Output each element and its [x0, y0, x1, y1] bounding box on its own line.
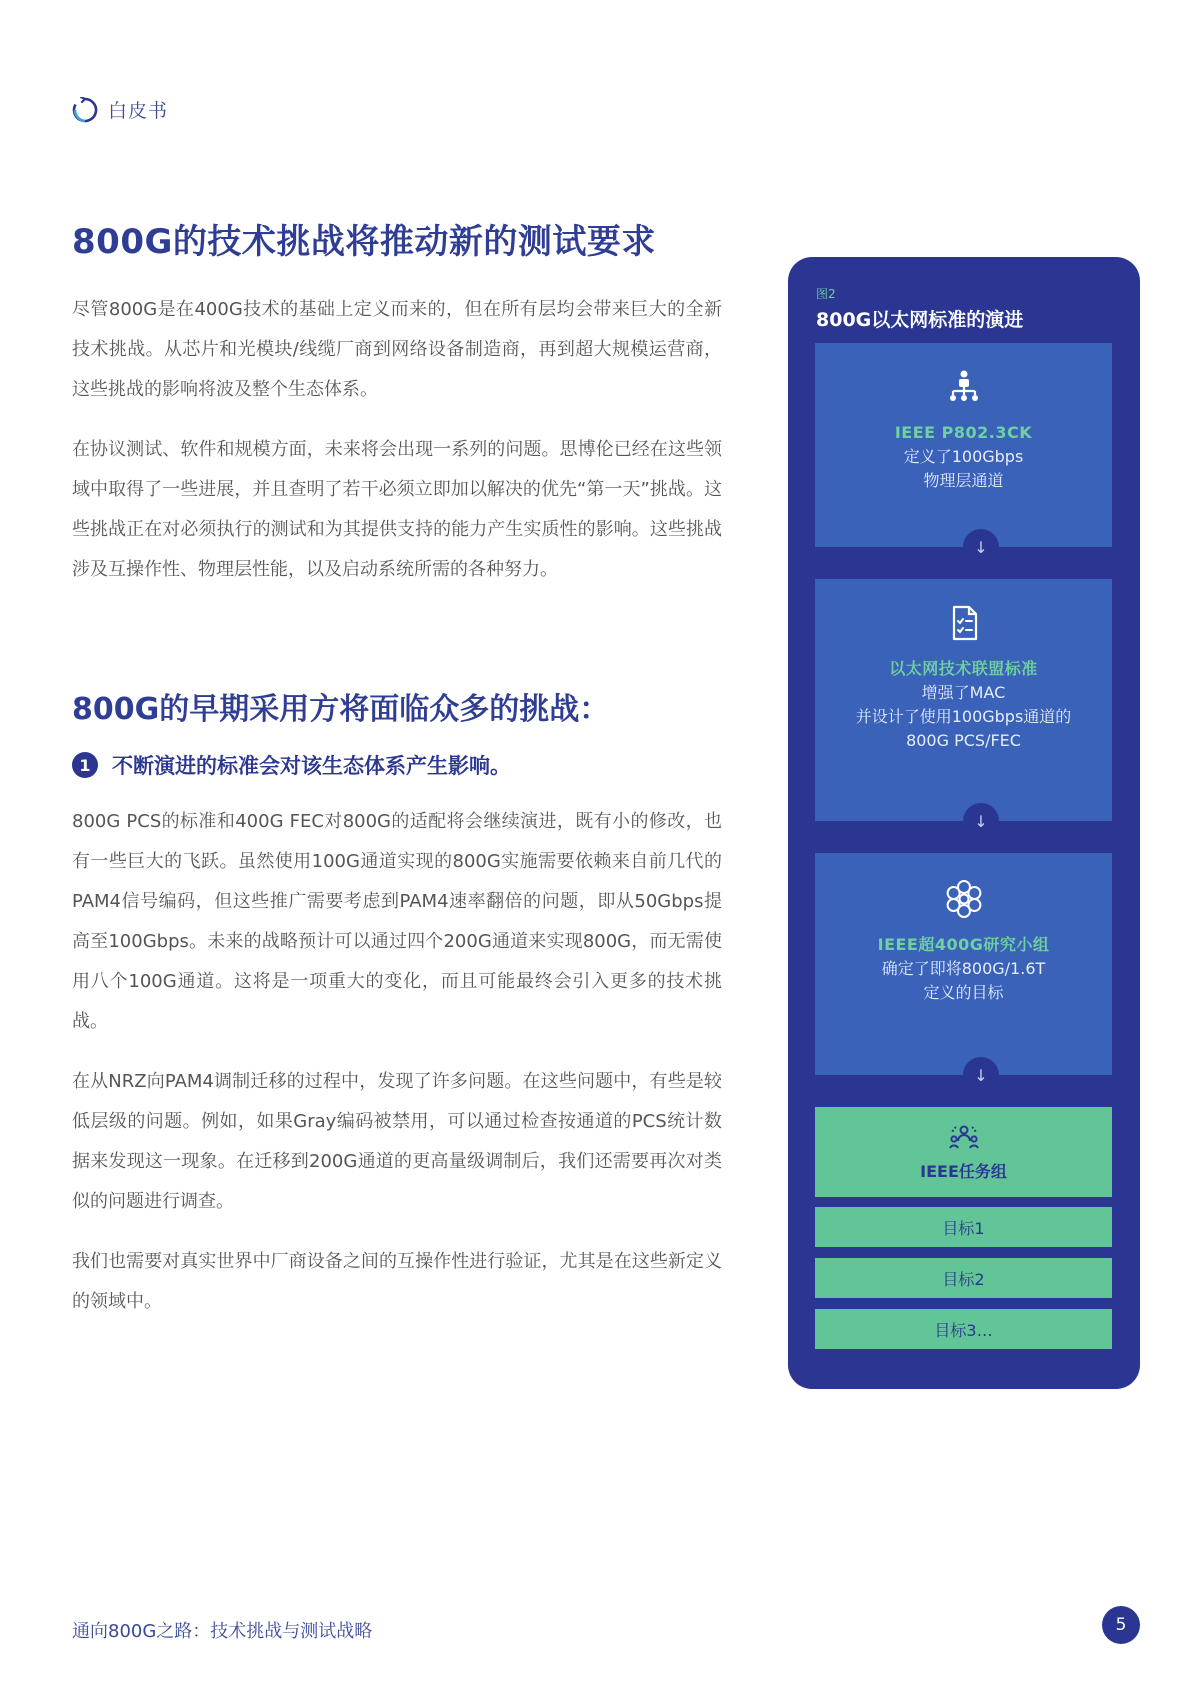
- goal-item-1: 目标1: [815, 1207, 1112, 1247]
- paragraph-2: 在协议测试、软件和规模方面，未来将会出现一系列的问题。思博伦已经在这些领域中取得了一些进展，并且查明了若干必须立即加以解决的优先“第一天”挑战。这些挑战正在对必须执行的测试和为其提供支持的能力产生实质性的影响。这些挑战涉及互操作性、物理层性能，以及启动系统所需的各种努力。: [72, 439, 722, 580]
- card-line: 定义了100Gbps: [903, 447, 1024, 466]
- task-force-title: IEEE任务组: [920, 1162, 1007, 1181]
- card-line: 800G PCS/FEC: [906, 731, 1021, 750]
- header-label: 白皮书: [108, 100, 169, 122]
- checklist-document-icon: [944, 603, 984, 643]
- item-title: 不断演进的标准会对该生态体系产生影响。: [112, 754, 511, 778]
- card-line: 定义的目标: [923, 983, 1004, 1002]
- card-title: IEEE P802.3CK: [894, 423, 1033, 442]
- goal-item-3: 目标3…: [815, 1309, 1112, 1349]
- card-line: 物理层通道: [923, 471, 1004, 490]
- figure-title: 800G以太网标准的演进: [816, 309, 1024, 331]
- card-line: 增强了MAC: [921, 683, 1006, 702]
- figure-label: 图2: [816, 287, 836, 301]
- arrow-down-icon: ↓: [963, 803, 999, 839]
- task-force-card: [815, 1107, 1112, 1197]
- item-number-badge: 1: [72, 752, 98, 778]
- team-icon: [947, 1121, 981, 1155]
- network-flower-icon: [944, 879, 984, 919]
- standard-card-1: [815, 343, 1112, 557]
- card-title: IEEE超400G研究小组: [877, 935, 1050, 954]
- card-title: 以太网技术联盟标准: [889, 659, 1038, 678]
- main-content: [72, 220, 722, 1342]
- arrow-down-icon: ↓: [963, 1057, 999, 1093]
- standard-card-3: [815, 853, 1112, 1085]
- subsection-title: 800G的早期采用方将面临众多的挑战：: [72, 692, 610, 727]
- footer-title: 通向800G之路：技术挑战与测试战略: [72, 1621, 373, 1642]
- standard-card-2: [815, 579, 1112, 831]
- arrow-down-icon: ↓: [963, 529, 999, 565]
- paragraph-1: 尽管800G是在400G技术的基础上定义而来的，但在所有层均会带来巨大的全新技术挑战。从芯片和光模块/线缆厂商到网络设备制造商，再到超大规模运营商，这些挑战的影响将波及整个生态体系。: [72, 299, 722, 400]
- header: [72, 96, 168, 123]
- card-line: 确定了即将800G/1.6T: [881, 959, 1046, 978]
- paragraph-3: 800G PCS的标准和400G FEC对800G的适配将会继续演进，既有小的修改，也有一些巨大的飞跃。虽然使用100G通道实现的800G实施需要依赖来自前几代的PAM4信号编码，但这些推广需要考虑到PAM4速率翻倍的问题，即从50Gbps提高至100Gbps。未来的战略预计可以通过四个200G通道来实现800G，而无需使用八个100G通道。这将是一项重大的变化，而且可能最终会引入更多的技术挑战。: [72, 811, 722, 1032]
- paragraph-4: 在从NRZ向PAM4调制迁移的过程中，发现了许多问题。在这些问题中，有些是较低层级的问题。例如，如果Gray编码被禁用，可以通过检查按通道的PCS统计数据来发现这一现象。在迁移到200G通道的更高量级调制后，我们还需要再次对类似的问题进行调查。: [72, 1071, 722, 1212]
- hierarchy-icon: [944, 367, 984, 407]
- refresh-ring-icon: [72, 97, 98, 123]
- goal-item-2: 目标2: [815, 1258, 1112, 1298]
- numbered-item: [72, 750, 722, 780]
- paragraph-5: 我们也需要对真实世界中厂商设备之间的互操作性进行验证，尤其是在这些新定义的领域中。: [72, 1251, 722, 1312]
- figure-panel: [788, 257, 1140, 1389]
- section-title: 800G的技术挑战将推动新的测试要求: [72, 222, 656, 262]
- page-number: 5: [1102, 1606, 1140, 1644]
- card-line: 并设计了使用100Gbps通道的: [855, 707, 1072, 726]
